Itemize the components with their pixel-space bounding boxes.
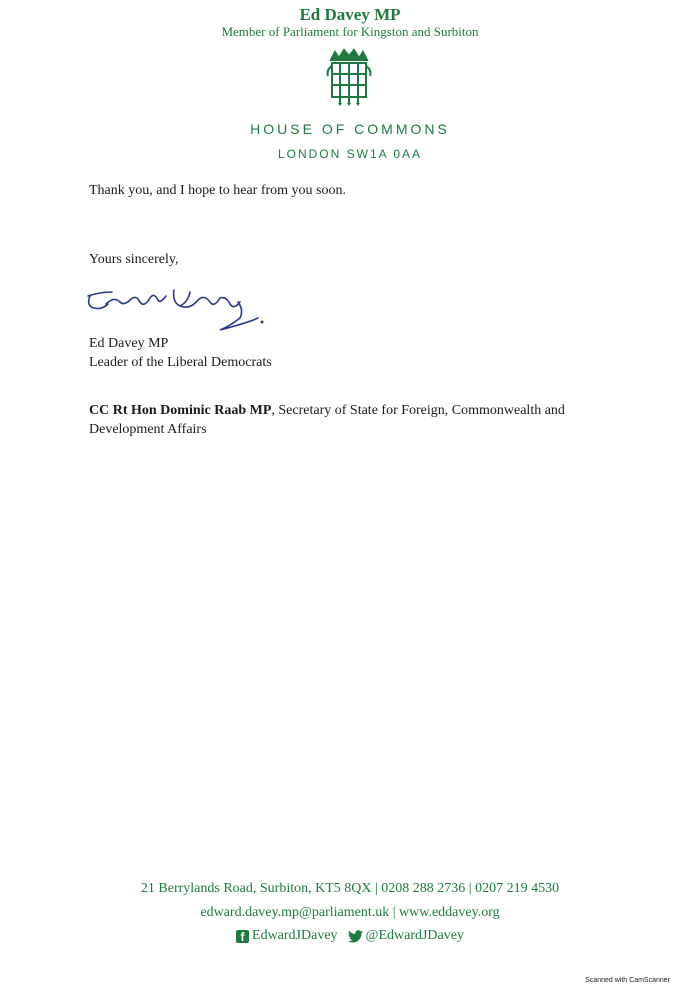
cc-line <box>89 401 589 439</box>
closing-line: Thank you, and I hope to hear from you soon. <box>89 183 346 198</box>
twitter-icon <box>348 930 363 943</box>
letterhead-address: LONDON SW1A 0AA <box>277 147 423 161</box>
salutation: Yours sincerely, <box>89 252 179 267</box>
facebook-icon: f <box>236 930 249 943</box>
footer-contact: edward.davey.mp@parliament.uk | www.eddavey.org <box>200 905 500 920</box>
signer-title: Leader of the Liberal Democrats <box>89 355 272 370</box>
portcullis-icon <box>325 46 373 106</box>
facebook-handle: EdwardJDavey <box>252 928 338 943</box>
signature-block <box>89 334 272 372</box>
twitter-link[interactable] <box>348 928 464 944</box>
cc-role: , Secretary of State for Foreign, Commonwealth and Development Affairs <box>89 403 565 437</box>
cc-name: CC Rt Hon Dominic Raab MP <box>89 403 272 418</box>
twitter-handle: @EdwardJDavey <box>365 928 464 943</box>
footer-address: 21 Berrylands Road, Surbiton, KT5 8QX | 0208 288 2736 | 0207 219 4530 <box>140 881 560 896</box>
facebook-link[interactable] <box>236 928 338 944</box>
mp-constituency: Member of Parliament for Kingston and Surbiton <box>221 24 479 39</box>
signature-icon <box>80 282 270 342</box>
footer-social <box>0 928 700 944</box>
scan-watermark: Scanned with CamScanner <box>585 977 670 984</box>
mp-name: Ed Davey MP <box>299 5 401 24</box>
signer-name: Ed Davey MP <box>89 336 169 351</box>
house-of-commons-heading: HOUSE OF COMMONS <box>250 121 450 137</box>
